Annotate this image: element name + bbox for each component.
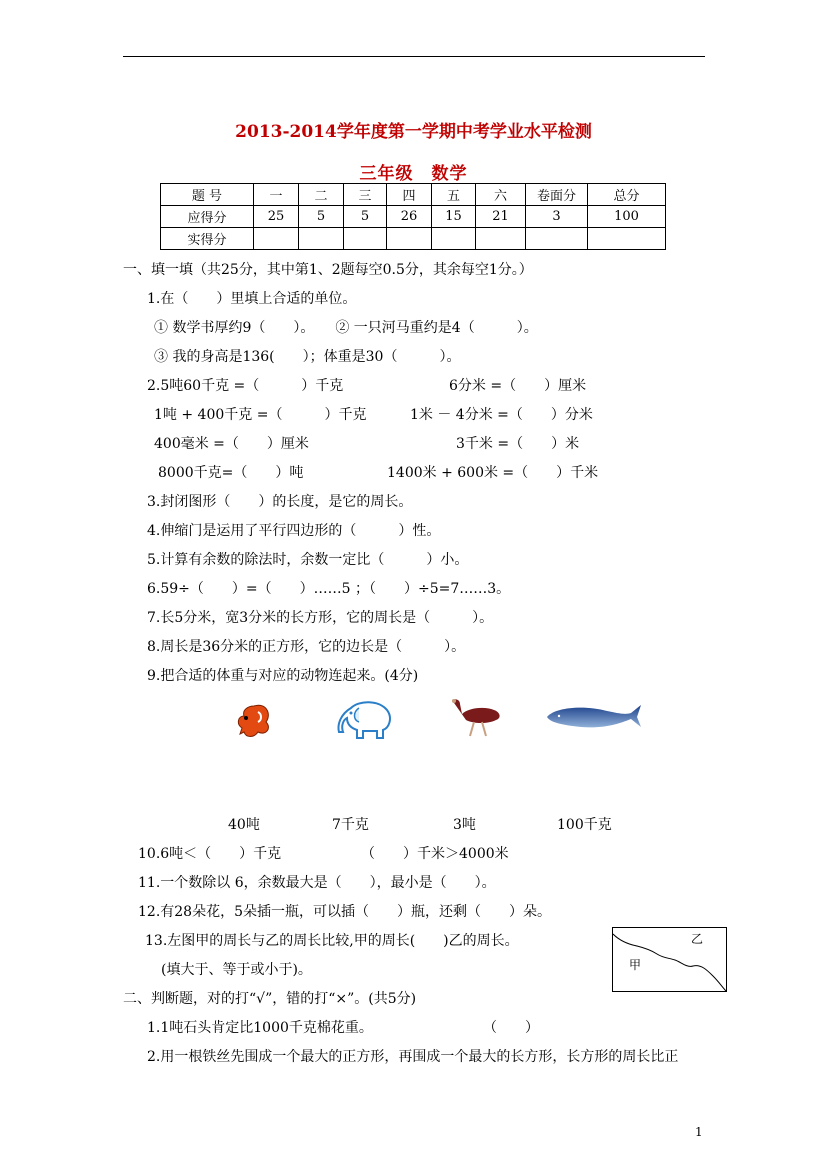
table-cell: 100 [588,206,666,228]
page-title: 2013-2014学年度第一学期中考学业水平检测 [235,122,592,142]
table-row [161,184,666,206]
table-cell[interactable] [476,228,526,250]
question-2a: 2.5吨60千克 =（ ）千克 [147,378,344,394]
question-13: 13.左图甲的周长与乙的周长比较,甲的周长( )乙的周长。 [145,933,519,949]
table-cell: 15 [432,206,476,228]
question-2h: 1400米 + 600米 =（ ）千米 [387,465,599,481]
table-cell[interactable] [387,228,432,250]
table-cell: 三 [344,184,387,206]
question-7: 7.长5分米，宽3分米的长方形，它的周长是（ ）。 [147,610,494,626]
question-11: 11.一个数除以 6，余数最大是（ ），最小是（ ）。 [138,875,496,891]
table-cell: 5 [299,206,344,228]
weight-option-4: 100千克 [557,817,612,833]
question-8: 8.周长是36分米的正方形，它的边长是（ ）。 [147,639,466,655]
weight-option-2: 7千克 [332,817,369,833]
header-rule [123,56,705,57]
table-cell: 题 号 [161,184,254,206]
question-1b: ③ 我的身高是136( ）；体重是30（ ）。 [154,349,461,365]
weight-option-3: 3吨 [453,817,476,833]
question-6: 6.59÷（ ）=（ ）……5 ；（ ）÷5=7……3。 [147,581,511,597]
question-2f: 3千米 =（ ）米 [456,436,580,452]
table-cell: 应得分 [161,206,254,228]
question-13-hint: (填大于、等于或小于)。 [161,962,312,978]
score-table [160,183,666,250]
question-1: 1.在（ ）里填上合适的单位。 [147,291,357,307]
label-jia: 甲 [629,958,642,972]
question-10a: 10.6吨＜（ ）千克 [138,846,282,862]
table-cell: 3 [526,206,588,228]
table-row [161,206,666,228]
whale-icon [545,703,643,731]
table-cell: 21 [476,206,526,228]
table-row [161,228,666,250]
table-cell[interactable] [588,228,666,250]
table-cell: 26 [387,206,432,228]
question-2b: 6分米 =（ ）厘米 [449,378,587,394]
question-2g: 8000千克=（ ）吨 [158,465,304,481]
table-cell[interactable] [432,228,476,250]
label-yi: 乙 [691,932,704,946]
question-2e: 400毫米 =（ ）厘米 [154,436,309,452]
table-cell: 五 [432,184,476,206]
table-cell: 25 [254,206,299,228]
weight-option-1: 40吨 [228,817,260,833]
question-12: 12.有28朵花，5朵插一瓶，可以插（ ）瓶，还剩（ ）朵。 [138,904,551,920]
ostrich-icon [448,696,504,738]
question-1a: ① 数学书厚约9（ ）。 ② 一只河马重约是4（ ）。 [154,320,538,336]
question-3: 3.封闭图形（ ）的长度，是它的周长。 [147,494,413,510]
table-cell: 5 [344,206,387,228]
page-subtitle: 三年级 数学 [359,164,468,184]
section-1-heading: 一、填一填（共25分，其中第1、2题每空0.5分，其余每空1分。） [123,262,533,278]
table-cell: 总分 [588,184,666,206]
section-2-heading: 二、判断题，对的打“√”，错的打“×”。(共5分) [123,991,417,1007]
question-10b: （ ）千米＞4000米 [361,846,509,862]
table-cell[interactable] [254,228,299,250]
question-2d: 1米 － 4分米 =（ ）分米 [410,407,593,423]
question-5: 5.计算有余数的除法时，余数一定比（ ）小。 [147,552,469,568]
question-2c: 1吨 + 400千克 =（ ）千克 [154,407,367,423]
table-cell: 卷面分 [526,184,588,206]
squirrel-icon [232,700,274,740]
elephant-icon [337,698,395,740]
table-cell: 四 [387,184,432,206]
judge-question-2: 2.用一根铁丝先围成一个最大的正方形，再围成一个最大的长方形，长方形的周长比正 [147,1049,679,1065]
judge-answer-blank-1[interactable]: （ ） [483,1020,539,1036]
perimeter-figure [612,927,727,992]
judge-question-1: 1.1吨石头肯定比1000千克棉花重。 [147,1020,373,1036]
table-cell: 二 [299,184,344,206]
table-cell: 六 [476,184,526,206]
table-cell: 一 [254,184,299,206]
table-cell[interactable] [299,228,344,250]
question-9: 9.把合适的体重与对应的动物连起来。(4分) [147,668,419,684]
table-cell: 实得分 [161,228,254,250]
question-4: 4.伸缩门是运用了平行四边形的（ ）性。 [147,523,441,539]
table-cell[interactable] [344,228,387,250]
table-cell[interactable] [526,228,588,250]
page-number: 1 [695,1125,703,1139]
